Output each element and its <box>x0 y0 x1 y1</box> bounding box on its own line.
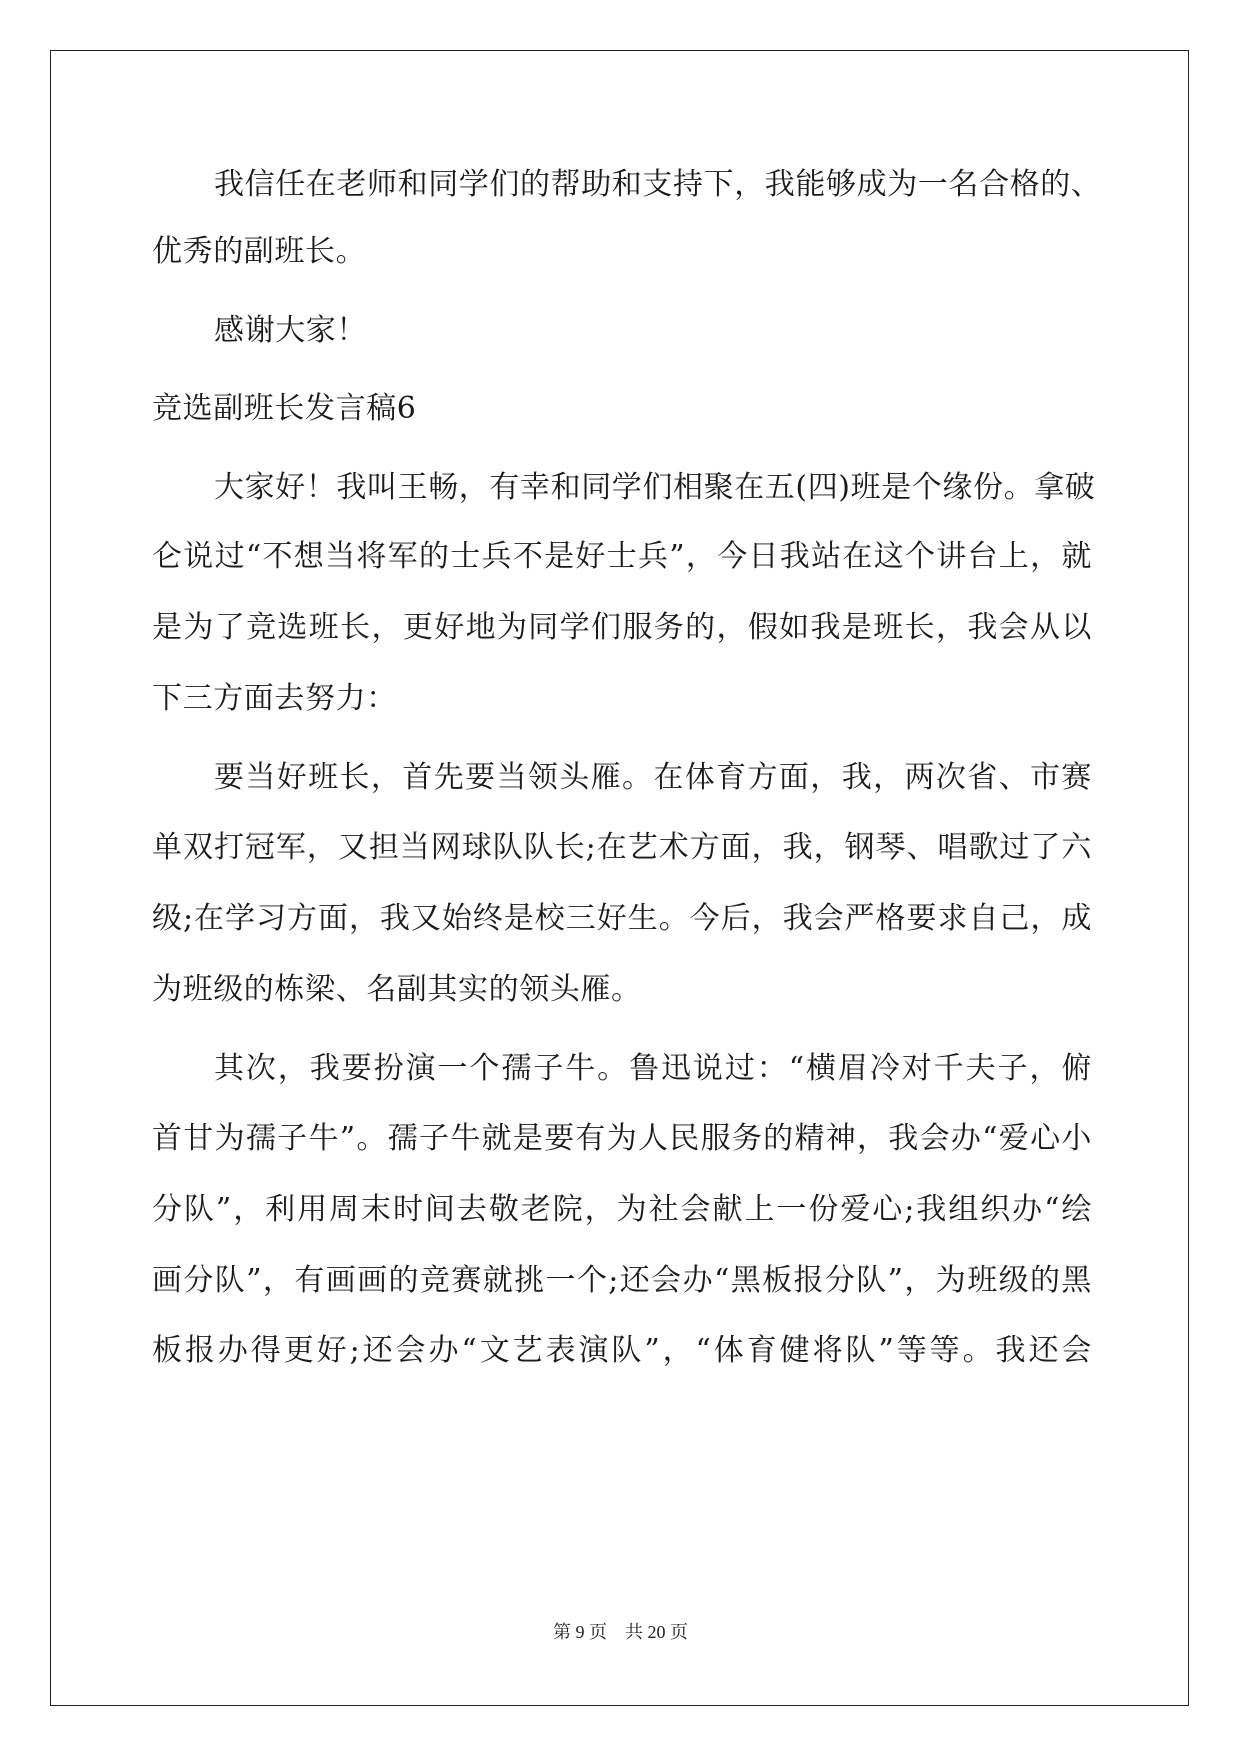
page-number-footer: 第 9 页 共 20 页 <box>553 1622 688 1642</box>
paragraph-line: 感谢大家！ <box>214 313 367 348</box>
paragraph-line: 板报办得更好;还会办“文艺表演队”，“体育健将队”等等。我还会 <box>152 1333 1092 1368</box>
paragraph-line: 其次，我要扮演一个孺子牛。鲁迅说过：“横眉冷对千夫子，俯 <box>214 1051 1092 1086</box>
paragraph-line: 仑说过“不想当将军的士兵不是好士兵”，今日我站在这个讲台上，就 <box>152 539 1092 574</box>
paragraph-line: 是为了竞选班长，更好地为同学们服务的，假如我是班长，我会从以 <box>152 610 1092 645</box>
paragraph-line: 为班级的栋梁、名副其实的领头雁。 <box>152 972 642 1007</box>
paragraph-line: 单双打冠军，又担当网球队队长;在艺术方面，我，钢琴、唱歌过了六 <box>152 830 1092 865</box>
paragraph-line: 画分队”，有画画的竞赛就挑一个;还会办“黑板报分队”，为班级的黑 <box>152 1263 1092 1298</box>
paragraph-line: 我信任在老师和同学们的帮助和支持下，我能够成为一名合格的、 <box>214 167 1102 202</box>
paragraph-line: 大家好！我叫王畅，有幸和同学们相聚在五(四)班是个缘份。拿破 <box>214 470 1096 505</box>
section-heading: 竞选副班长发言稿6 <box>152 391 417 426</box>
page-border <box>50 50 1189 1706</box>
paragraph-line: 要当好班长，首先要当领头雁。在体育方面，我，两次省、市赛 <box>214 760 1092 795</box>
paragraph-line: 下三方面去努力： <box>152 681 397 716</box>
paragraph-line: 首甘为孺子牛”。孺子牛就是要有为人民服务的精神，我会办“爱心小 <box>152 1121 1092 1156</box>
paragraph-line: 优秀的副班长。 <box>152 234 367 269</box>
paragraph-line: 分队”，利用周末时间去敬老院，为社会献上一份爱心;我组织办“绘 <box>152 1192 1092 1227</box>
paragraph-line: 级;在学习方面，我又始终是校三好生。今后，我会严格要求自己，成 <box>152 901 1092 936</box>
